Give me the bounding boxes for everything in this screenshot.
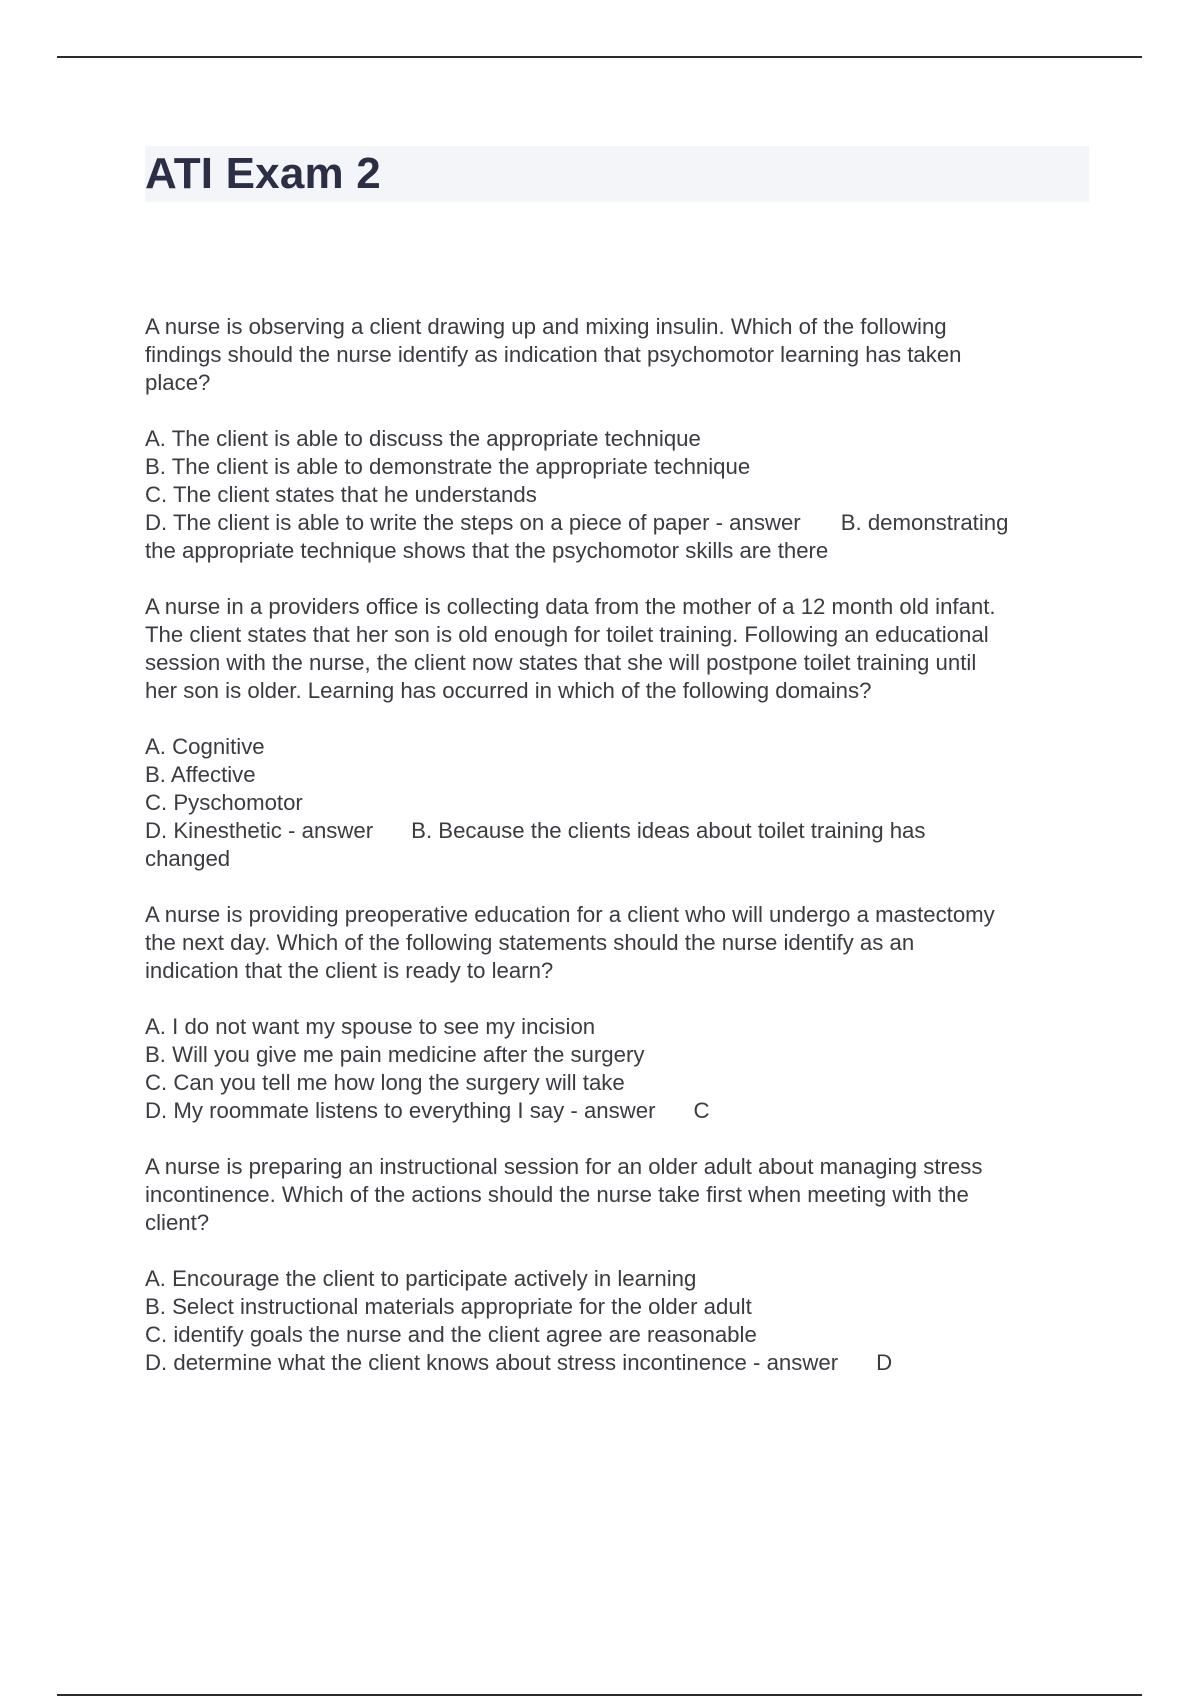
page-title: ATI Exam 2 <box>145 149 381 198</box>
answer-rationale: the appropriate technique shows that the psychomotor skills are there <box>145 538 829 563</box>
question-2 <box>145 593 1090 873</box>
question-list <box>145 313 1090 1405</box>
answer-text: B. Because the clients ideas about toilet training has <box>411 818 926 843</box>
question-stem-line: incontinence. Which of the actions should the nurse take first when meeting with the <box>145 1182 969 1207</box>
option-b: B. Will you give me pain medicine after the surgery <box>145 1042 645 1067</box>
option-c: C. identify goals the nurse and the client agree are reasonable <box>145 1322 757 1347</box>
option-d-with-answer <box>145 817 1090 845</box>
question-stem-line: her son is older. Learning has occurred in which of the following domains? <box>145 678 872 703</box>
question-stem-line: The client states that her son is old enough for toilet training. Following an educational <box>145 622 989 647</box>
answer-options <box>145 1013 1090 1125</box>
option-d-with-answer <box>145 1097 1090 1125</box>
answer-text: C <box>693 1098 710 1123</box>
option-a: A. Encourage the client to participate actively in learning <box>145 1266 697 1291</box>
option-d: D. Kinesthetic - answer <box>145 818 374 843</box>
question-stem-line: indication that the client is ready to learn? <box>145 958 554 983</box>
answer-options <box>145 1265 1090 1377</box>
answer-text: D <box>876 1350 893 1375</box>
option-b: B. The client is able to demonstrate the appropriate technique <box>145 454 751 479</box>
option-c: C. The client states that he understands <box>145 482 537 507</box>
option-d: D. determine what the client knows about stress incontinence - answer <box>145 1350 839 1375</box>
question-stem-line: client? <box>145 1210 210 1235</box>
question-stem-line: A nurse is observing a client drawing up and mixing insulin. Which of the following <box>145 314 947 339</box>
question-stem-line: findings should the nurse identify as indication that psychomotor learning has taken <box>145 342 962 367</box>
option-d-with-answer <box>145 1349 1090 1377</box>
option-b: B. Select instructional materials appropriate for the older adult <box>145 1294 752 1319</box>
option-c: C. Can you tell me how long the surgery will take <box>145 1070 625 1095</box>
option-d-with-answer <box>145 509 1090 537</box>
question-stem-line: A nurse is preparing an instructional session for an older adult about managing stress <box>145 1154 983 1179</box>
question-stem-line: A nurse in a providers office is collecting data from the mother of a 12 month old infant. <box>145 594 996 619</box>
option-b: B. Affective <box>145 762 256 787</box>
option-c: C. Pyschomotor <box>145 790 303 815</box>
answer-text: B. demonstrating <box>840 510 1009 535</box>
question-stem-line: place? <box>145 370 211 395</box>
top-rule <box>57 56 1142 58</box>
question-stem-line: A nurse is providing preoperative education for a client who will undergo a mastectomy <box>145 902 995 927</box>
answer-options <box>145 425 1090 565</box>
question-4 <box>145 1153 1090 1377</box>
bottom-rule <box>57 1694 1142 1696</box>
question-stem-line: session with the nurse, the client now states that she will postpone toilet training until <box>145 650 977 675</box>
option-a: A. Cognitive <box>145 734 265 759</box>
option-d: D. My roommate listens to everything I say - answer <box>145 1098 656 1123</box>
question-stem-line: the next day. Which of the following statements should the nurse identify as an <box>145 930 915 955</box>
option-d: D. The client is able to write the steps on a piece of paper - answer <box>145 510 801 535</box>
answer-options <box>145 733 1090 873</box>
answer-rationale: changed <box>145 846 231 871</box>
question-3 <box>145 901 1090 1125</box>
option-a: A. The client is able to discuss the appropriate technique <box>145 426 701 451</box>
question-1 <box>145 313 1090 565</box>
option-a: A. I do not want my spouse to see my incision <box>145 1014 596 1039</box>
